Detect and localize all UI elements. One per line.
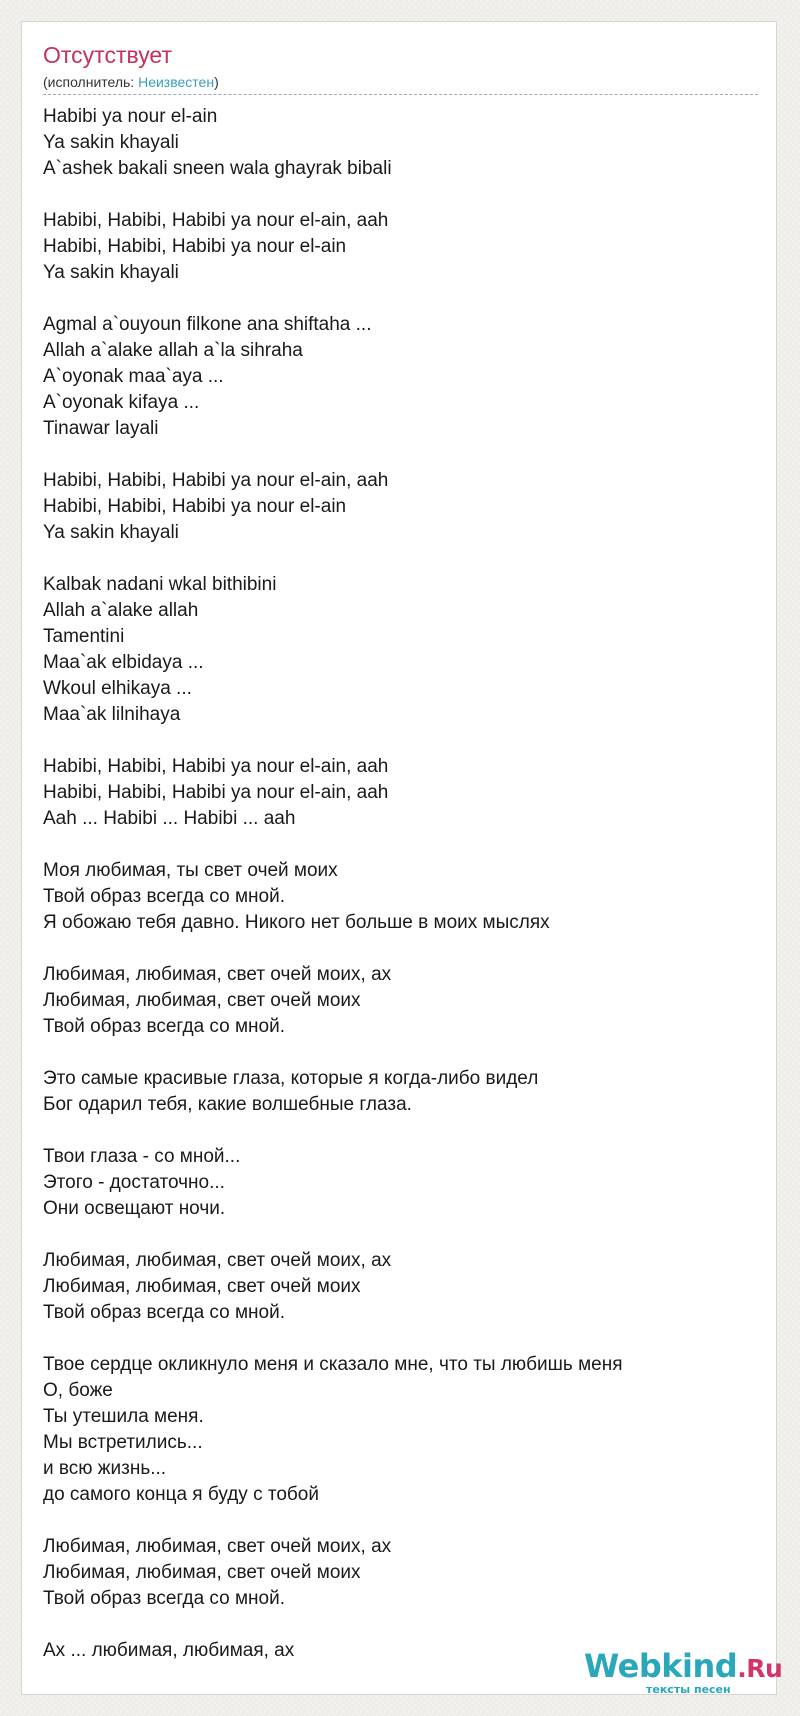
artist-line: [43, 75, 219, 89]
logo-word: Webkind: [584, 1647, 738, 1685]
logo-wordmark: [584, 1647, 783, 1685]
lyrics-card: [21, 21, 783, 1696]
artist-suffix: ): [214, 74, 219, 90]
webkind-logo: [584, 1647, 784, 1700]
logo-tld: .Ru: [737, 1654, 783, 1683]
artist-link[interactable]: Неизвестен: [138, 74, 215, 90]
song-title: Отсутствует: [43, 42, 172, 68]
artist-prefix: (исполнитель:: [43, 74, 139, 90]
logo-tagline: тексты песен: [646, 1683, 731, 1696]
title-divider: [43, 94, 758, 95]
lyrics-text: Habibi ya nour el-ain Ya sakin khayali A`ashek bakali sneen wala ghayrak bibali Habibi, Habibi, Habibi ya nour el-ain, aah Habibi, Habibi, Habibi ya nour el-ain Ya sakin khayali Agmal a`ouyoun filkone ana shiftaha ... Allah a`alake allah a`la sihraha A`oyonak maa`aya ... A`oyonak kifaya ... Tinawar layali Habibi, Habibi, Habibi ya nour el-ain, aah Habibi, Habibi, Habibi ya nour el-ain Ya sakin khayali Kalbak nadani wkal bithibini Allah a`alake allah Tamentini Maa`ak elbidaya ... Wkoul elhikaya ... Maa`ak lilnihaya Habibi, Habibi, Habibi ya nour el-ain, aah Habibi, Habibi, Habibi ya nour el-ain, aah Aah ... Habibi ... Habibi ... aah Моя любимая, ты свет очей моих Твой образ всегда со мной. Я обожаю тебя давно. Никого нет больше в моих мыслях Любимая, любимая, свет очей моих, ах Любимая, любимая, свет очей моих Твой образ всегда со мной. Это самые красивые глаза, которые я когда-либо видел Бог одарил тебя, какие волшебные глаза. Твои глаза - со мной... Этого - достаточно... Они освещают ночи. Любимая, любимая, свет очей моих, ах Любимая, любимая, свет очей моих Твой образ всегда со мной. Твое сердце окликнуло меня и сказало мне, что ты любишь меня О, боже Ты утешила меня. Мы встретились... и всю жизнь... до самого конца я буду с тобой Любимая, любимая, свет очей моих, ах Любимая, любимая, свет очей моих Твой образ всегда со мной. Ах ... любимая, любимая, ах: [43, 106, 623, 1661]
